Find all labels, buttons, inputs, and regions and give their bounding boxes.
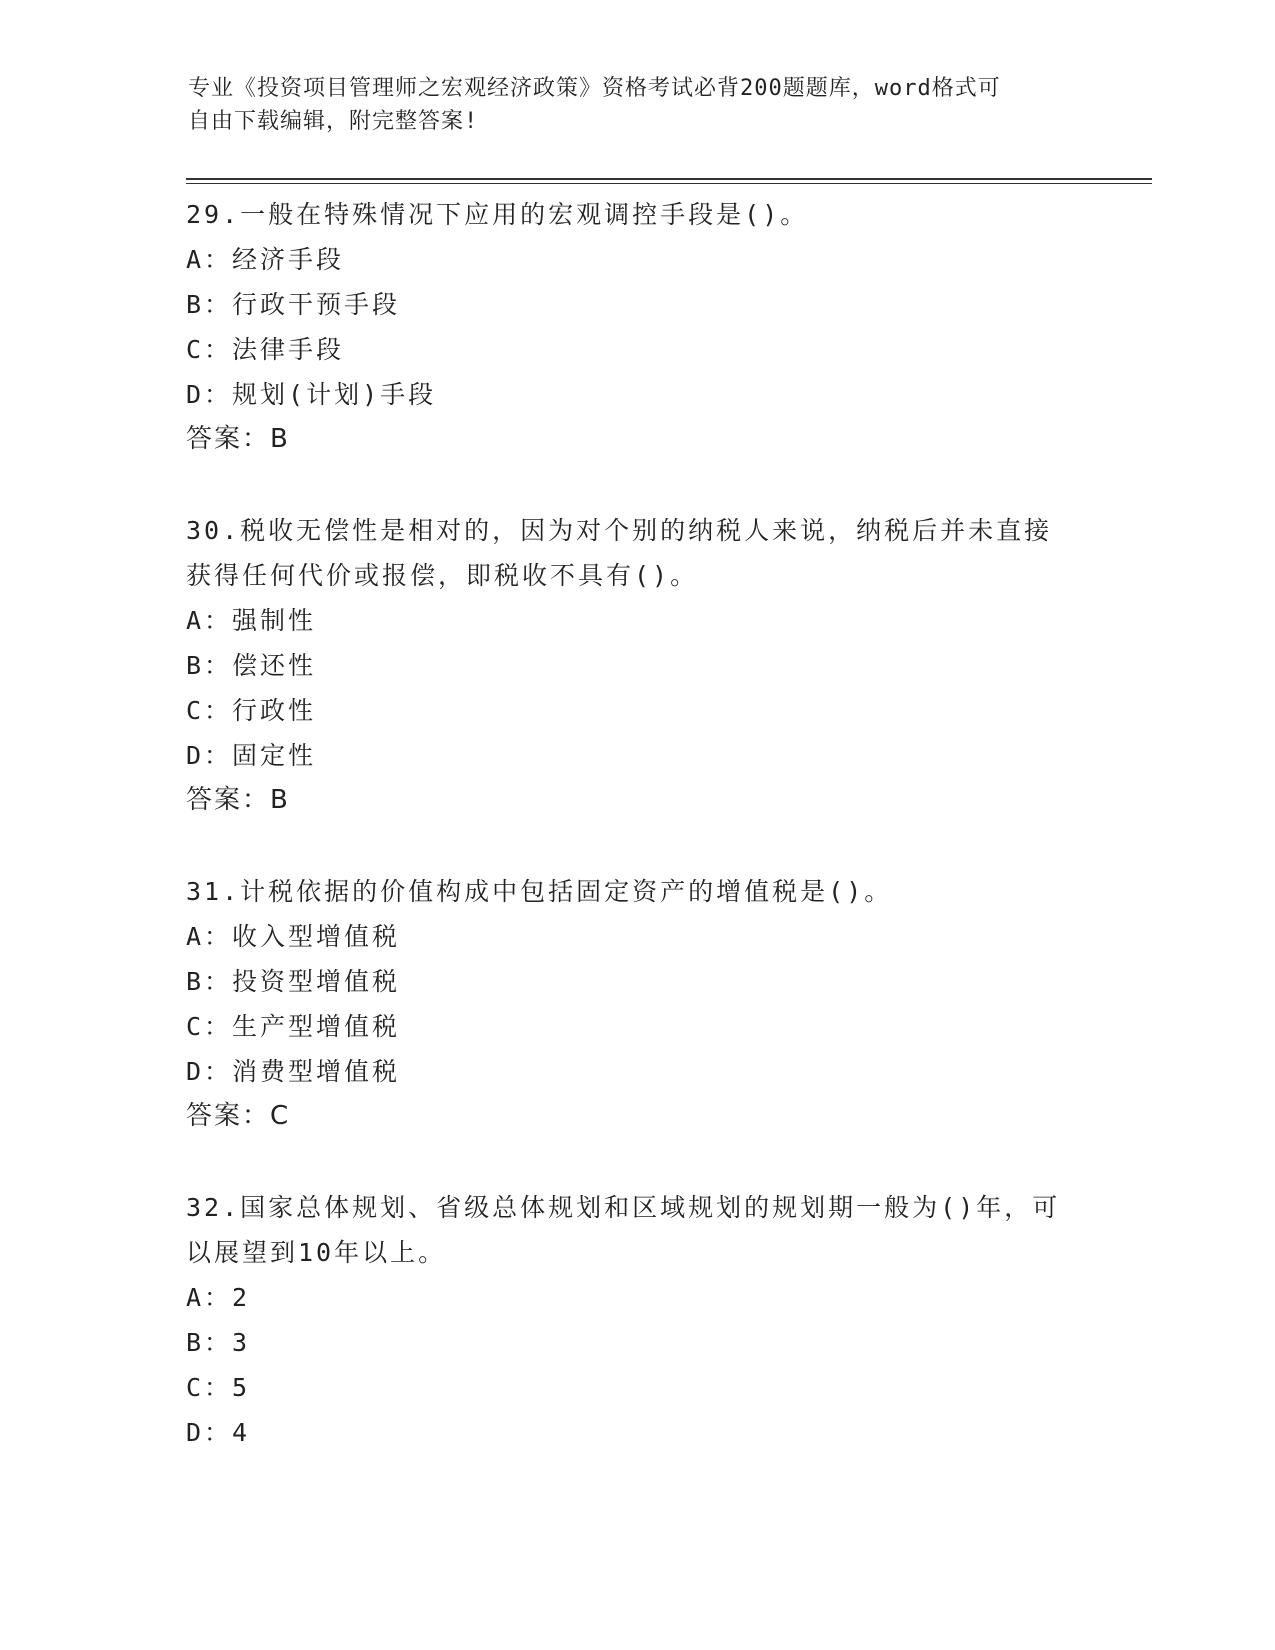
question-text-line-2: 获得任何代价或报偿，即税收不具有()。	[186, 561, 699, 590]
option-a: A：2	[186, 1283, 251, 1312]
option-a: A：收入型增值税	[186, 922, 401, 951]
question-30	[186, 508, 1086, 823]
option-b: B：偿还性	[186, 651, 317, 680]
document-header	[188, 72, 1068, 138]
question-29	[186, 192, 1086, 462]
option-b: B：3	[186, 1328, 251, 1357]
option-a: A：经济手段	[186, 245, 345, 274]
header-divider-thin	[186, 183, 1152, 184]
option-a: A：强制性	[186, 606, 317, 635]
option-c: C：生产型增值税	[186, 1012, 401, 1041]
question-text-line-1: 30.税收无偿性是相对的，因为对个别的纳税人来说，纳税后并未直接	[186, 516, 1053, 545]
question-text-line-2: 以展望到10年以上。	[186, 1238, 447, 1267]
question-text: 29.一般在特殊情况下应用的宏观调控手段是()。	[186, 200, 809, 229]
header-line-2: 自由下载编辑，附完整答案!	[188, 109, 479, 134]
option-b: B：投资型增值税	[186, 967, 401, 996]
option-c: C：行政性	[186, 696, 317, 725]
answer: 答案：B	[186, 785, 290, 815]
option-c: C：法律手段	[186, 335, 345, 364]
question-31	[186, 869, 1086, 1139]
option-c: C：5	[186, 1373, 251, 1402]
header-line-1: 专业《投资项目管理师之宏观经济政策》资格考试必背200题题库，word格式可	[188, 76, 1001, 101]
question-text-line-1: 32.国家总体规划、省级总体规划和区域规划的规划期一般为()年，可	[186, 1193, 1061, 1222]
header-divider-thick	[186, 178, 1152, 180]
question-32	[186, 1185, 1086, 1455]
answer: 答案：C	[186, 1101, 291, 1131]
option-d: D：固定性	[186, 741, 317, 770]
question-text: 31.计税依据的价值构成中包括固定资产的增值税是()。	[186, 877, 893, 906]
option-d: D：4	[186, 1418, 251, 1447]
option-b: B：行政干预手段	[186, 290, 401, 319]
answer: 答案：B	[186, 424, 290, 454]
option-d: D：消费型增值税	[186, 1057, 401, 1086]
option-d: D：规划(计划)手段	[186, 380, 437, 409]
question-list	[186, 192, 1086, 1501]
